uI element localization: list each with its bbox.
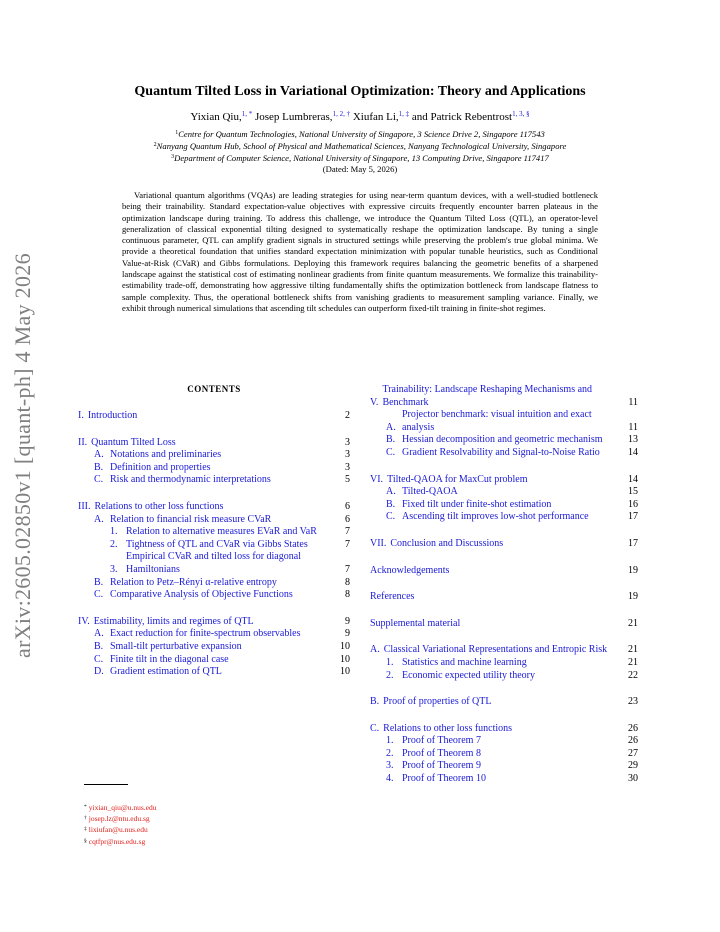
- toc-entry-title[interactable]: Notations and preliminaries: [110, 449, 222, 461]
- footnote-email-link[interactable]: yixian_qiu@u.nus.edu: [88, 803, 157, 812]
- toc-entry-title[interactable]: Definition and properties: [110, 461, 211, 473]
- toc-entry-page: 11: [628, 396, 638, 408]
- affiliation-text: Department of Computer Science, National University of Singapore, 13 Computing Drive, Singapore 117417: [174, 153, 549, 163]
- toc-entry-number: 1.: [386, 656, 394, 668]
- toc-entry-title[interactable]: Proof of properties of QTL: [383, 696, 492, 708]
- toc-entry-title[interactable]: Exact reduction for finite-spectrum observables: [110, 628, 301, 640]
- toc-right-column: [370, 384, 638, 786]
- toc-entry-number: B.: [386, 498, 396, 510]
- toc-entry-title[interactable]: Trainability: Landscape Reshaping Mechanisms and Benchmark: [382, 384, 593, 408]
- author-name: Josep Lumbreras,: [254, 111, 333, 123]
- footnote-divider: [84, 784, 128, 785]
- toc-entry-number: V.: [370, 396, 379, 408]
- toc-entry-page: 3: [345, 436, 350, 448]
- toc-entry-title[interactable]: Proof of Theorem 9: [402, 760, 481, 772]
- toc-entry-number: 1.: [386, 735, 394, 747]
- toc-entry[interactable]: [370, 735, 638, 748]
- affiliation-line: [60, 128, 660, 140]
- toc-entry-number: 3.: [386, 760, 394, 772]
- arxiv-stamp: arXiv:2605.02850v1 [quant-ph] 4 May 2026: [10, 253, 35, 658]
- toc-entry-title[interactable]: Proof of Theorem 7: [402, 735, 481, 747]
- footnote: [84, 813, 156, 824]
- toc-entry[interactable]: [370, 447, 638, 460]
- affiliation-line: [60, 152, 660, 164]
- toc-entry-title[interactable]: Economic expected utility theory: [402, 669, 536, 681]
- toc-entry-page: 15: [628, 486, 638, 498]
- toc-entry-page: 9: [345, 615, 350, 627]
- toc-entry-title[interactable]: Small-tilt perturbative expansion: [110, 640, 242, 652]
- toc-entry-title[interactable]: Relations to other loss functions: [94, 500, 224, 512]
- toc-entry-number: A.: [94, 628, 104, 640]
- affiliation-mark: 2: [153, 142, 157, 148]
- toc-entry-title[interactable]: Supplemental material: [370, 617, 461, 629]
- toc-entry-page: 23: [628, 696, 638, 708]
- toc-entry-number: II.: [78, 436, 88, 448]
- toc-entry-title[interactable]: Ascending tilt improves low-shot performance: [402, 511, 589, 523]
- toc-entry[interactable]: [370, 434, 638, 447]
- toc-entry-number: C.: [386, 446, 396, 458]
- footnote: [84, 836, 156, 847]
- toc-entry-title[interactable]: Gradient Resolvability and Signal-to-Noise Ratio: [402, 446, 600, 458]
- toc-entry-page: 7: [345, 526, 350, 538]
- toc-entry-title[interactable]: Quantum Tilted Loss: [91, 436, 176, 448]
- affiliation-mark: 3: [171, 154, 175, 160]
- toc-entry-number: 1.: [110, 526, 118, 538]
- toc-entry-page: 21: [628, 656, 638, 668]
- footnote-email-link[interactable]: lixiufan@u.nus.edu: [88, 825, 148, 835]
- toc-entry[interactable]: [78, 514, 350, 527]
- toc-entry-page: 30: [628, 773, 638, 785]
- toc-entry-page: 5: [345, 474, 350, 486]
- footnote-mark: *: [84, 804, 87, 810]
- toc-entry[interactable]: [78, 462, 350, 475]
- toc-entry-page: 9: [345, 628, 350, 640]
- toc-entry-title[interactable]: Introduction: [87, 410, 138, 421]
- author-affil-mark[interactable]: 1, 2, †: [332, 110, 351, 118]
- toc-entry-number: A.: [386, 421, 396, 433]
- toc-entry-title[interactable]: References: [370, 591, 415, 603]
- toc-entry-title[interactable]: Conclusion and Discussions: [390, 537, 504, 549]
- footnote-email-link[interactable]: cqtfpr@nus.edu.sg: [88, 836, 146, 846]
- toc-entry-title[interactable]: Relation to Petz–Rényi α-relative entropy: [110, 576, 277, 588]
- toc-entry-page: 22: [628, 669, 638, 681]
- author-name: Patrick Rebentrost: [430, 111, 513, 123]
- affiliations: [60, 128, 660, 175]
- toc-entry[interactable]: [370, 486, 638, 499]
- affiliation-line: [60, 140, 660, 152]
- footnotes: [84, 802, 156, 847]
- toc-entry-number: VI.: [370, 473, 384, 485]
- toc-entry-page: 16: [628, 498, 638, 510]
- toc-entry-number: A.: [370, 644, 380, 656]
- toc-entry-number: C.: [94, 474, 104, 486]
- toc-entry-page: 6: [345, 513, 350, 525]
- toc-entry-page: 19: [628, 564, 638, 576]
- footnote: [84, 802, 156, 813]
- toc-entry-number: B.: [386, 434, 396, 446]
- contents-heading: CONTENTS: [187, 384, 241, 394]
- toc-entry-title[interactable]: Fixed tilt under finite-shot estimation: [402, 498, 552, 510]
- toc-entry-page: 14: [628, 473, 638, 485]
- toc-entry-title[interactable]: Relation to alternative measures EVaR and VaR: [126, 526, 317, 538]
- toc-entry[interactable]: [78, 551, 350, 576]
- toc-entry[interactable]: [370, 474, 638, 487]
- toc-entry-number: IV.: [78, 615, 90, 627]
- toc-entry[interactable]: [370, 670, 638, 683]
- toc-entry[interactable]: [78, 526, 350, 539]
- toc-entry[interactable]: [370, 565, 638, 578]
- footnote-email-link[interactable]: josep.lz@ntu.edu.sg: [88, 814, 150, 824]
- toc-entry-page: 26: [628, 722, 638, 734]
- toc-entry[interactable]: [370, 591, 638, 604]
- toc-entry[interactable]: [78, 539, 350, 552]
- toc-entry-title[interactable]: Proof of Theorem 8: [402, 747, 481, 759]
- toc-entry-title[interactable]: Relation to financial risk measure CVaR: [110, 513, 272, 525]
- toc-entry-title[interactable]: Proof of Theorem 10: [402, 773, 486, 785]
- toc-entry-page: 17: [628, 511, 638, 523]
- toc-entry[interactable]: [370, 499, 638, 512]
- toc-entry[interactable]: [370, 723, 638, 736]
- footnote-mark: §: [84, 837, 87, 844]
- toc-entry-number: 2.: [386, 747, 394, 759]
- toc-entry-page: 14: [628, 446, 638, 458]
- toc-entry-title[interactable]: Hessian decomposition and geometric mechanism: [402, 434, 603, 446]
- toc-entry[interactable]: [78, 654, 350, 667]
- toc-entry-page: 13: [628, 434, 638, 446]
- toc-entry-page: 8: [345, 576, 350, 588]
- toc-entry[interactable]: [370, 760, 638, 773]
- footnote-mark: †: [84, 815, 87, 822]
- toc-entry-number: A.: [386, 486, 396, 498]
- toc-entry[interactable]: [370, 538, 638, 551]
- toc-entry[interactable]: [78, 589, 350, 602]
- toc-entry-page: 27: [628, 747, 638, 759]
- toc-entry[interactable]: [370, 773, 638, 786]
- author-name: Xiufan Li,: [352, 111, 399, 123]
- toc-entry-title[interactable]: Estimability, limits and regimes of QTL: [93, 615, 254, 627]
- toc-entry-page: 8: [345, 589, 350, 601]
- toc-entry-page: 2: [345, 410, 350, 421]
- toc-entry-number: I.: [78, 410, 84, 421]
- toc-entry-page: 3: [345, 449, 350, 461]
- toc-entry-number: B.: [94, 640, 104, 652]
- toc-entry-page: 10: [340, 640, 350, 652]
- toc-entry-number: C.: [94, 653, 104, 665]
- toc-entry[interactable]: [370, 696, 638, 709]
- toc-entry-title[interactable]: Risk and thermodynamic interpretations: [110, 474, 271, 486]
- toc-entry-page: 3: [345, 461, 350, 473]
- toc-entry-title[interactable]: Comparative Analysis of Objective Functions: [110, 589, 293, 601]
- affiliation-mark: 1: [175, 130, 179, 136]
- author-affil-mark[interactable]: 1, ‡: [398, 110, 410, 118]
- toc-entry-number: A.: [94, 449, 104, 461]
- toc-entry[interactable]: [78, 577, 350, 590]
- toc-entry-number: D.: [94, 666, 104, 678]
- toc-entry-title[interactable]: Tilted-QAOA: [402, 486, 458, 498]
- toc-entry-number: 2.: [110, 538, 118, 550]
- author-separator: and: [409, 111, 431, 123]
- footnote: [84, 824, 156, 835]
- toc-left-column: [78, 384, 350, 679]
- toc-entry-title[interactable]: Tightness of QTL and CVaR via Gibbs States: [126, 538, 308, 550]
- abstract: Variational quantum algorithms (VQAs) are leading strategies for using near-term quantum devices, with a well-studied bottleneck being their trainability. Standard expectation-value objectives with expressive circuits frequently encounter barren plateaus in the optimization landscape during training. To address this challenge, we introduce the Quantum Tilted Loss (QTL), an operator-level generalization of classical exponential tilting designed to systematically reshape the optimization landscape. By tuning a single continuous parameter, QTL can amplify gradient signals in structured settings while preserving the problem's true global minima. We provide a theoretical foundation that unifies standard expectation minimization with popular tunable heuristics, such as Conditional Value-at-Risk (CVaR) and Gibbs formulations. Deploying this framework requires balancing the geometric benefits of a sharpened landscape against the statistical cost of estimating nonlinear gradients from finite quantum measurements. We formalize this trainability-estimability trade-off, demonstrating how aggressive tilting fundamentally shifts the optimization bottleneck from landscape flatness to sample complexity. Thus, the operational bottleneck shifts from vanishing gradients to measurement sampling variance. Finally, we exhibit through numerical simulations that ascending tilt schedules can outperform fixed-tilt training in finite-shot regimes.: [122, 190, 598, 313]
- toc-entry-title[interactable]: Statistics and machine learning: [402, 656, 527, 668]
- author-affil-mark[interactable]: 1, 3, §: [512, 110, 530, 118]
- toc-entry[interactable]: [78, 501, 350, 514]
- toc-entry-number: 2.: [386, 669, 394, 681]
- toc-entry-title[interactable]: Empirical CVaR and tilted loss for diagonal Hamiltonians: [126, 551, 301, 575]
- toc-entry[interactable]: [370, 657, 638, 670]
- toc-entry[interactable]: [370, 618, 638, 631]
- toc-entry[interactable]: [78, 666, 350, 679]
- toc-entry-page: 19: [628, 591, 638, 603]
- toc-entry-page: 10: [340, 666, 350, 678]
- toc-entry-title[interactable]: Finite tilt in the diagonal case: [110, 653, 229, 665]
- toc-entry-page: 29: [628, 760, 638, 772]
- author-name: Yixian Qiu,: [190, 111, 242, 123]
- footnote-mark: ‡: [84, 826, 87, 833]
- toc-entry[interactable]: [78, 616, 350, 629]
- toc-entry[interactable]: [78, 410, 350, 423]
- toc-entry-number: III.: [78, 500, 91, 512]
- toc-entry[interactable]: [370, 511, 638, 524]
- affiliation-text: Centre for Quantum Technologies, National University of Singapore, 3 Science Drive 2, Singapore 117543: [178, 129, 545, 139]
- author-affil-mark[interactable]: 1, *: [241, 110, 253, 118]
- toc-entry-number: B.: [370, 696, 380, 708]
- toc-entry-title[interactable]: Projector benchmark: visual intuition and exact analysis: [402, 409, 592, 433]
- toc-entry-number: C.: [370, 722, 380, 734]
- toc-entry-title[interactable]: Relations to other loss functions: [383, 722, 513, 734]
- toc-entry[interactable]: [78, 628, 350, 641]
- toc-entry-page: 17: [628, 537, 638, 549]
- toc-entry-page: 7: [345, 563, 350, 575]
- toc-entry[interactable]: [370, 384, 638, 409]
- toc-entry-number: C.: [94, 589, 104, 601]
- toc-entry[interactable]: [370, 409, 638, 434]
- toc-entry-page: 21: [628, 644, 638, 656]
- toc-entry[interactable]: [78, 437, 350, 450]
- toc-entry[interactable]: [370, 644, 638, 657]
- toc-entry-number: C.: [386, 511, 396, 523]
- toc-entry-number: B.: [94, 461, 104, 473]
- toc-entry-page: 11: [628, 421, 638, 433]
- toc-entry[interactable]: [78, 449, 350, 462]
- toc-entry-page: 21: [628, 617, 638, 629]
- toc-entry-page: 26: [628, 735, 638, 747]
- toc-entry-title[interactable]: Tilted-QAOA for MaxCut problem: [387, 473, 528, 485]
- toc-entry[interactable]: [78, 474, 350, 487]
- paper-title: Quantum Tilted Loss in Variational Optimization: Theory and Applications: [134, 84, 586, 99]
- toc-entry[interactable]: [78, 641, 350, 654]
- affiliation-text: Nanyang Quantum Hub, School of Physical and Mathematical Sciences, Nanyang Technological University, Singapore: [156, 141, 567, 151]
- author-list: [60, 110, 660, 123]
- toc-entry-page: 7: [345, 538, 350, 550]
- toc-entry-title[interactable]: Gradient estimation of QTL: [110, 666, 222, 678]
- toc-entry-number: VII.: [370, 537, 387, 549]
- toc-entry-title[interactable]: Classical Variational Representations and Entropic Risk: [383, 644, 608, 656]
- toc-entry-number: B.: [94, 576, 104, 588]
- toc-entry-page: 6: [345, 500, 350, 512]
- toc-entry-number: 4.: [386, 773, 394, 785]
- toc-entry-page: 10: [340, 653, 350, 665]
- toc-entry-title[interactable]: Acknowledgements: [370, 564, 450, 576]
- toc-entry-number: 3.: [110, 563, 118, 575]
- dated-line: (Dated: May 5, 2026): [322, 164, 398, 174]
- toc-entry-number: A.: [94, 513, 104, 525]
- toc-entry[interactable]: [370, 748, 638, 761]
